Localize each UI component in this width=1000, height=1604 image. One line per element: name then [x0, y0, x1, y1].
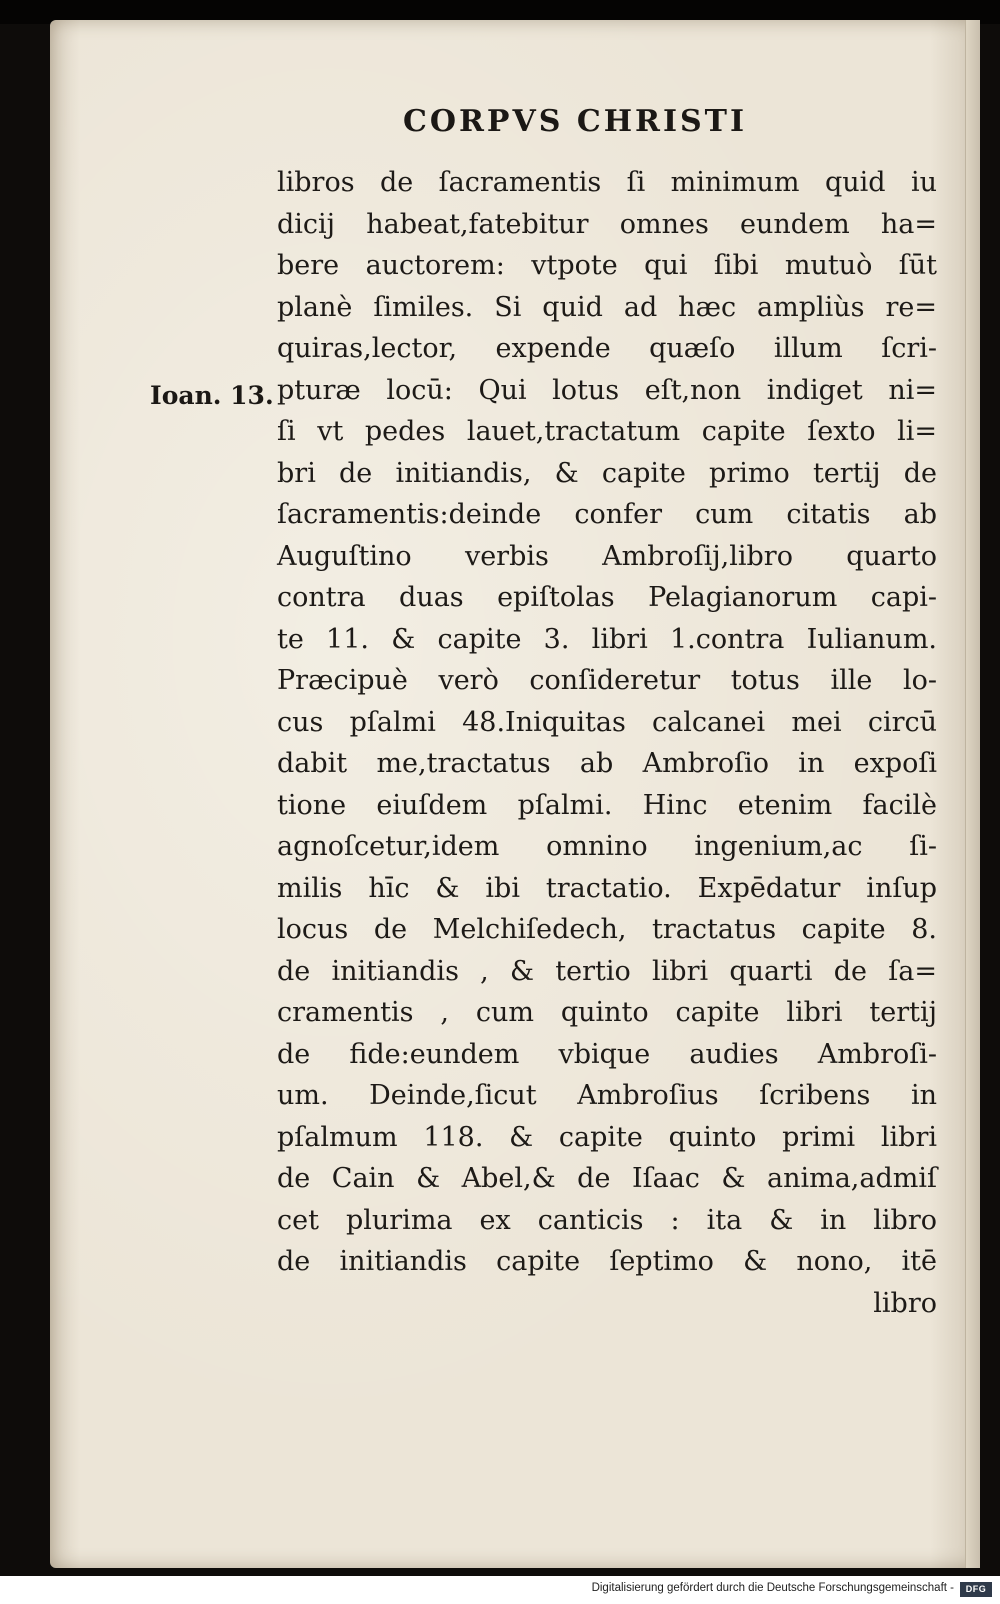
text-line: cus pſalmi 48.Iniquitas calcanei mei circū [277, 706, 937, 738]
text-line: cet plurima ex canticis : ita & in libro [277, 1204, 937, 1236]
catchword: libro [873, 1287, 937, 1319]
text-line: ſi vt pedes lauet,tractatum capite ſexto li= [277, 416, 937, 447]
text-line: agnoſcetur,idem omnino ingenium,ac ſi- [277, 831, 937, 862]
text-line: cramentis , cum quinto capite libri tertij [277, 997, 937, 1028]
text-line: planè ſimiles. Si quid ad hæc ampliùs re= [277, 291, 937, 323]
text-line: dicij habeat,fatebitur omnes eundem ha= [277, 208, 937, 240]
text-line: de initiandis , & tertio libri quarti de ſa= [277, 955, 937, 987]
digitization-footer [0, 1576, 1000, 1604]
text-line: dabit me,tractatus ab Ambroſio in expoſi [277, 748, 937, 779]
text-line: Auguſtino verbis Ambroſij,libro quarto [277, 540, 937, 572]
book-page [50, 20, 980, 1568]
text-line: bri de initiandis, & capite primo tertij de [277, 457, 937, 489]
text-line: de Cain & Abel,& de Iſaac & anima,admiſ [277, 1163, 937, 1194]
text-line: libros de ſacramentis ſi minimum quid iu [277, 167, 937, 198]
text-line: um. Deinde,ſicut Ambroſius ſcribens in [277, 1080, 937, 1111]
page-edge [965, 20, 980, 1568]
text-line: contra duas epiſtolas Pelagianorum capi- [277, 582, 937, 613]
text-line: locus de Melchiſedech, tractatus capite 8. [277, 914, 937, 945]
text-line: de initiandis capite ſeptimo & nono, itē [277, 1246, 937, 1277]
footer-credit: Digitalisierung gefördert durch die Deutsche Forschungsgemeinschaft - [591, 1582, 954, 1594]
marginal-note: Ioan. 13. [150, 381, 274, 410]
text-line: quiras,lector, expende quæſo illum ſcri- [277, 333, 937, 364]
text-line: pſalmum 118. & capite quinto primi libri [277, 1121, 937, 1153]
text-line: milis hīc & ibi tractatio. Expēdatur inſup [277, 872, 937, 904]
running-head: CORPVS CHRISTI [402, 104, 748, 139]
text-line: de fide:eundem vbique audies Ambroſi- [277, 1038, 937, 1070]
text-line: ſacramentis:deinde confer cum citatis ab [277, 499, 937, 530]
text-line: Præcipuè verò conſideretur totus ille lo- [277, 665, 937, 696]
text-line: te 11. & capite 3. libri 1.contra Iulianum. [277, 623, 937, 655]
dfg-logo: DFG [960, 1582, 992, 1597]
text-line: tione eiuſdem pſalmi. Hinc etenim facilè [277, 789, 937, 821]
text-line: pturæ locū: Qui lotus eſt,non indiget ni= [277, 374, 937, 406]
body-text [277, 162, 937, 1324]
text-line: bere auctorem: vtpote qui ſibi mutuò ſūt [277, 250, 937, 281]
